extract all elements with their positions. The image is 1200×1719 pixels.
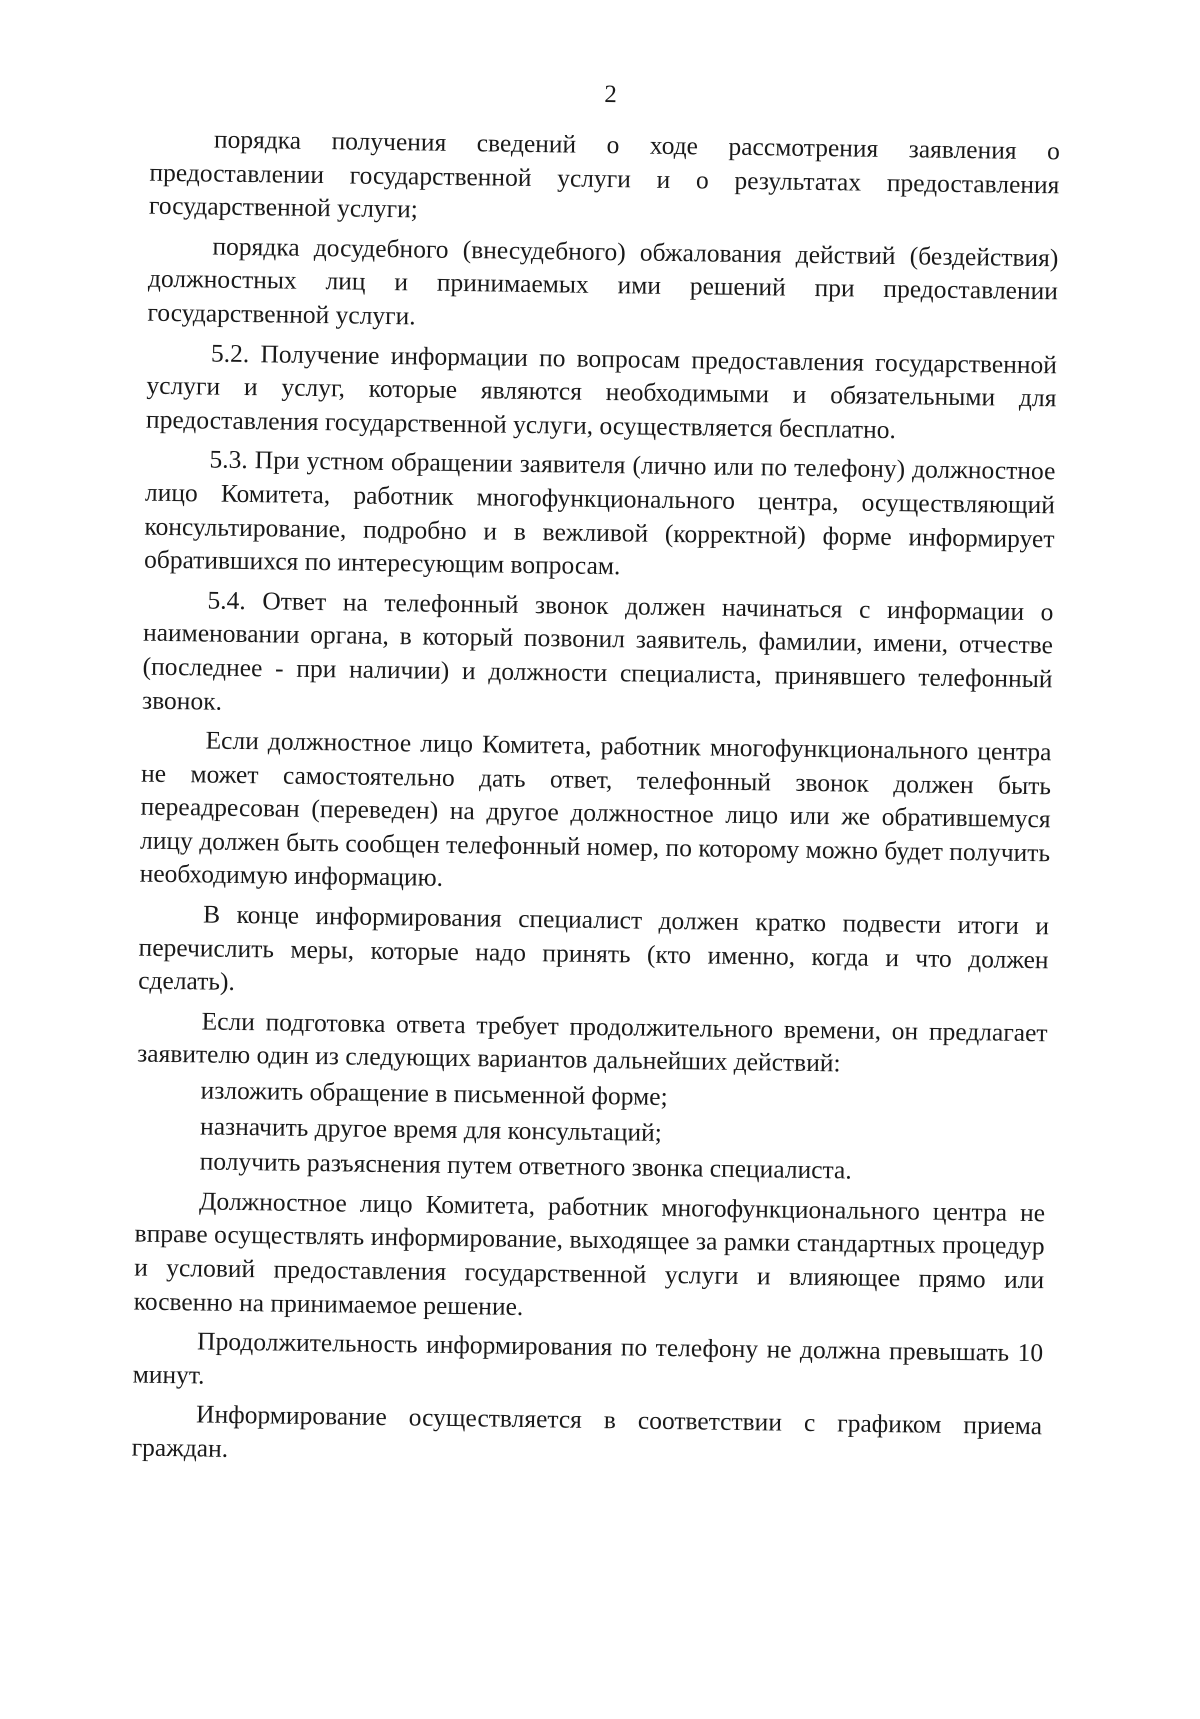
document-body bbox=[131, 122, 1060, 1483]
list-item-callback: получить разъяснения путем ответного звонка специалиста. bbox=[199, 1146, 852, 1185]
list-item-written-form: изложить обращение в письменной форме; bbox=[200, 1075, 668, 1111]
paragraph-info-procedure-status: порядка получения сведений о ходе рассмотрения заявления о предоставлении государственной услуги и о результатах предоставления государственной услуги; bbox=[148, 124, 1061, 224]
paragraph-long-preparation: Если подготовка ответа требует продолжительного времени, он предлагает заявителю один из следующих вариантов дальнейших действий: bbox=[136, 1006, 1048, 1078]
paragraph-call-redirect: Если должностное лицо Комитета, работник многофункционального центра не может самостоятельно дать ответ, телефонный звонок должен быть переадресован (переведен) на другое должностное лицо или же обратившемуся лицу должен быть сообщен телефонный номер, по которому можно будет получить необходимую информацию. bbox=[139, 725, 1052, 893]
paragraph-restrictions: Должностное лицо Комитета, работник многофункционального центра не вправе осуществлять информирование, выходящее за рамки стандартных процедур и условий предоставления государственной услуги и влияющее прямо или косвенно на принимаемое решение. bbox=[133, 1186, 1046, 1321]
paragraph-appeal-procedure: порядка досудебного (внесудебного) обжалования действий (бездействия) должностных лиц и принимаемых ими решений при предоставлении государственной услуги. bbox=[147, 231, 1059, 331]
paragraph-duration: Продолжительность информирования по телефону не должна превышать 10 минут. bbox=[132, 1326, 1044, 1390]
paragraph-5-4: 5.4. Ответ на телефонный звонок должен начинаться с информации о наименовании органа, в который позвонил заявитель, фамилии, имени, отчестве (последнее - при наличии) и должности специалиста, принявшего телефонный звонок. bbox=[141, 585, 1054, 716]
paragraph-schedule: Информирование осуществляется в соответствии с графиком приема граждан. bbox=[131, 1399, 1043, 1463]
paragraph-summary: В конце информирования специалист должен кратко подвести итоги и перечислить меры, которые надо принять (кто именно, когда и что должен сделать). bbox=[138, 899, 1050, 997]
paragraph-5-2: 5.2. Получение информации по вопросам предоставления государственной услуги и услуг, которые являются необходимыми и обязательными для предоставления государственной услуги, осуществляется бесплатно. bbox=[145, 338, 1058, 444]
list-item-other-time: назначить другое время для консультаций; bbox=[199, 1111, 663, 1147]
paragraph-5-3: 5.3. При устном обращении заявителя (лично или по телефону) должностное лицо Комитета, работник многофункционального центра, осуществляющий консультирование, подробно и в вежливой (корректной) форме информирует обратившихся по интересующим вопросам. bbox=[143, 444, 1056, 581]
page-number: 2 bbox=[604, 80, 618, 109]
